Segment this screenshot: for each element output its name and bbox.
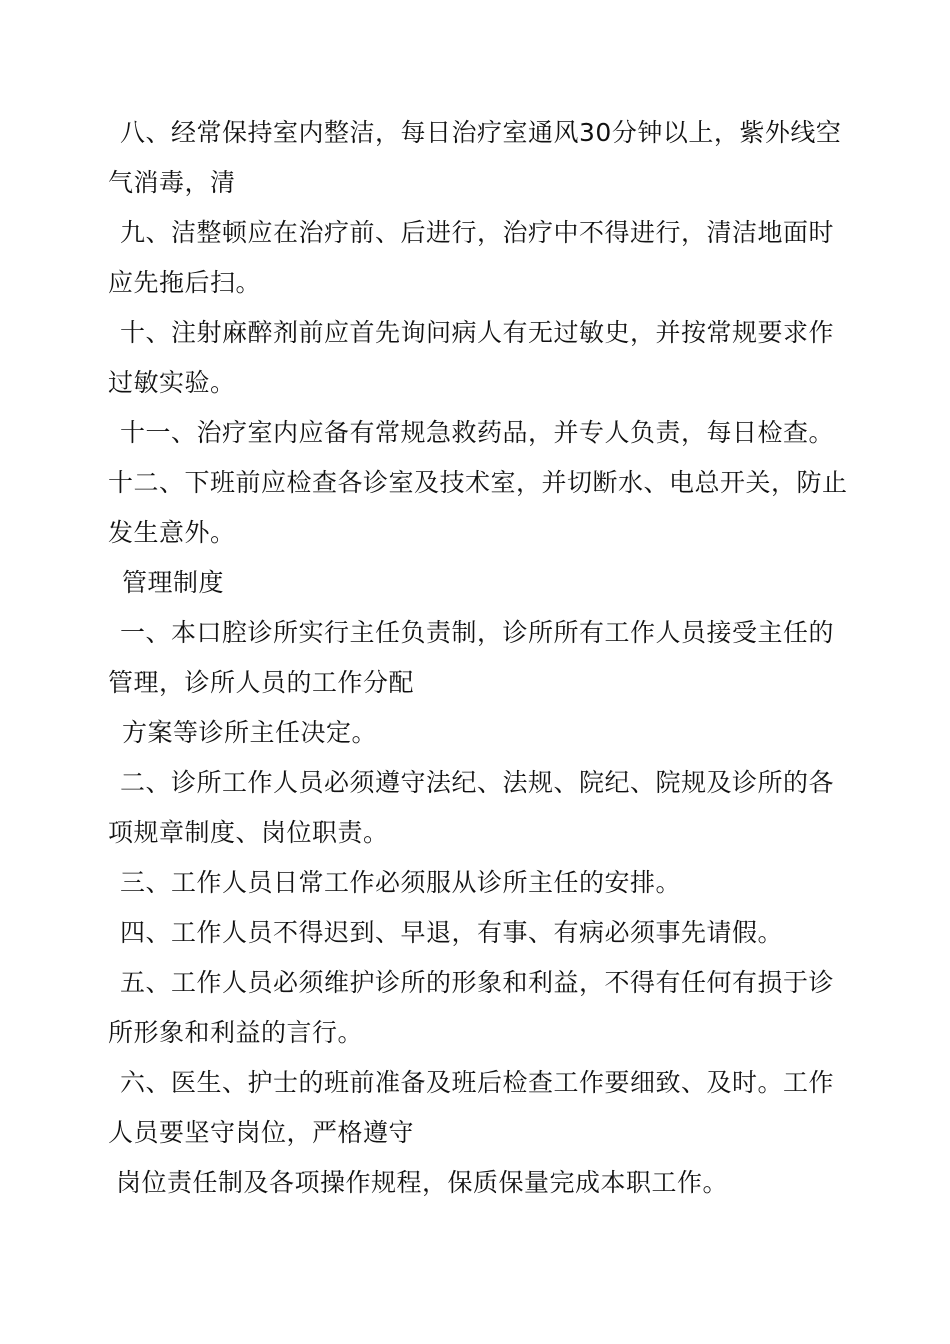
paragraph-line: 气消毒，清 (108, 168, 236, 197)
paragraph-line: 人员要坚守岗位，严格遵守 (108, 1118, 415, 1147)
paragraph-line: 四、工作人员不得迟到、早退，有事、有病必须事先请假。 (120, 918, 784, 947)
paragraph-line: 管理，诊所人员的工作分配 (108, 668, 415, 697)
paragraph-line: 十、注射麻醉剂前应首先询问病人有无过敏史，并按常规要求作 (120, 318, 835, 347)
paragraph-line: 项规章制度、岗位职责。 (108, 818, 389, 847)
paragraph-line: 方案等诊所主任决定。 (122, 718, 378, 747)
paragraph-line: 九、洁整顿应在治疗前、后进行，治疗中不得进行，清洁地面时 (120, 218, 835, 247)
paragraph-line: 六、医生、护士的班前准备及班后检查工作要细致、及时。工作 (120, 1068, 835, 1097)
paragraph-line: 一、本口腔诊所实行主任负责制，诊所所有工作人员接受主任的 (120, 618, 835, 647)
paragraph-line: 十一、治疗室内应备有常规急救药品，并专人负责，每日检查。 (120, 418, 835, 447)
paragraph-line: 应先拖后扫。 (108, 268, 262, 297)
paragraph-line: 过敏实验。 (108, 368, 236, 397)
paragraph-line: 所形象和利益的言行。 (108, 1018, 364, 1047)
paragraph-line: 十二、下班前应检查各诊室及技术室，并切断水、电总开关，防止 (108, 468, 848, 497)
paragraph-line: 二、诊所工作人员必须遵守法纪、法规、院纪、院规及诊所的各 (120, 768, 835, 797)
section-heading: 管理制度 (122, 568, 225, 597)
paragraph-line: 五、工作人员必须维护诊所的形象和利益，不得有任何有损于诊 (120, 968, 835, 997)
paragraph-line: 岗位责任制及各项操作规程，保质保量完成本职工作。 (116, 1168, 729, 1197)
paragraph-line: 八、经常保持室内整洁，每日治疗室通风30分钟以上，紫外线空 (120, 118, 842, 147)
document-page (108, 108, 858, 1208)
paragraph-line: 三、工作人员日常工作必须服从诊所主任的安排。 (120, 868, 682, 897)
paragraph-line: 发生意外。 (108, 518, 236, 547)
